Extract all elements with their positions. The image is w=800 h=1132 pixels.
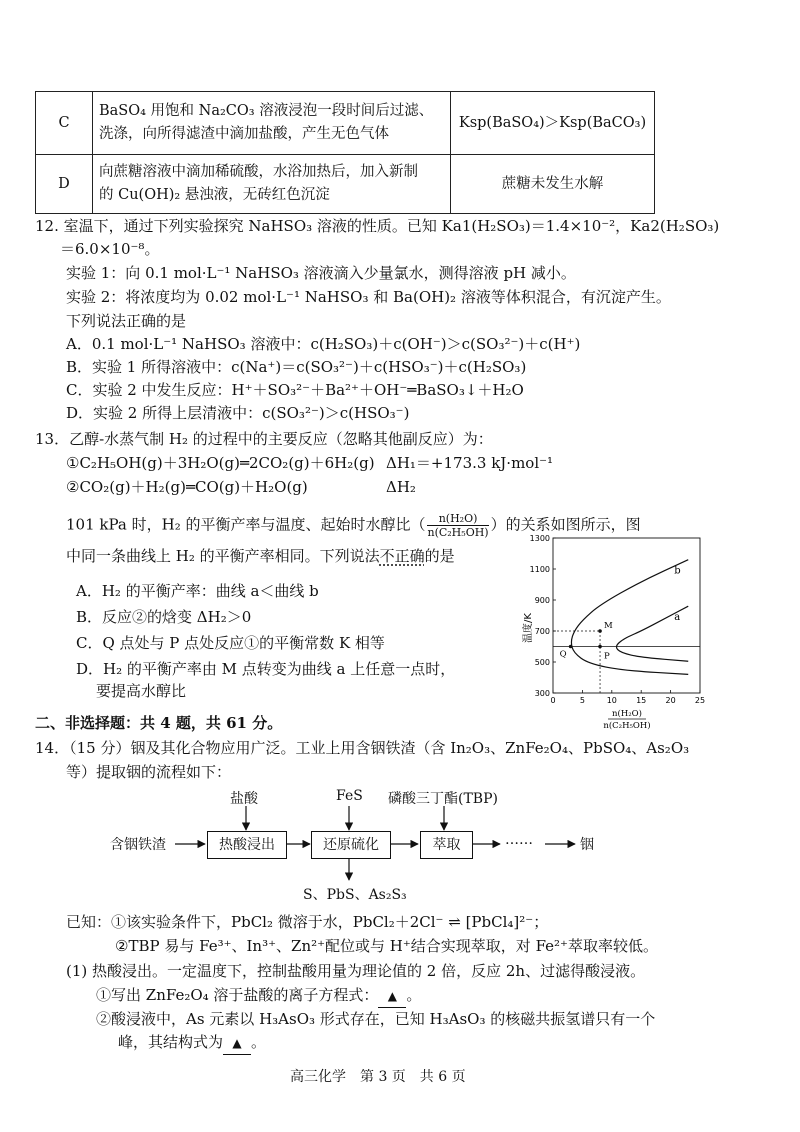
q13-stem: 13．乙醇-水蒸气制 H₂ 的过程中的主要反应（忽略其他副反应）为：: [35, 430, 493, 448]
point-label-P: P: [604, 651, 610, 662]
q13-option-a: A．H₂ 的平衡产率：曲线 a＜曲线 b: [76, 582, 319, 600]
q13-option-d: D．H₂ 的平衡产率由 M 点转变为曲线 a 上任意一点时，: [76, 660, 456, 678]
flow-ellipsis: ……: [505, 832, 533, 848]
flow-byproducts: S、PbS、As₂S₃: [303, 887, 407, 903]
q12-experiment-1: 实验 1：向 0.1 mol·L⁻¹ NaHSO₃ 溶液滴入少量氯水，测得溶液 pH 减小。: [66, 264, 576, 282]
y-tick-label: 300: [534, 689, 550, 698]
y-tick-label: 500: [534, 658, 550, 667]
water-alcohol-ratio-fraction: $\frac{\text{n(H₂O)}}{\text{n(C₂H₅OH)}}$: [427, 512, 489, 539]
x-axis-label-num: n(H₂O): [612, 709, 642, 719]
x-tick-label: 0: [550, 696, 556, 705]
x-tick-label: 5: [579, 696, 585, 705]
row-description: 向蔗糖溶液中滴加稀硫酸，水浴加热后，加入新制 的 Cu(OH)₂ 悬浊液，无砖红色沉淀: [93, 155, 451, 214]
point-P: [598, 645, 602, 649]
point-Q: [569, 645, 573, 649]
q12-option-b: B．实验 1 所得溶液中：c(Na⁺)＝c(SO₃²⁻)＋c(HSO₃⁻)＋c(H₂SO₃): [66, 358, 527, 376]
q14-stem-line2: 等）提取铟的流程如下：: [66, 763, 232, 781]
x-tick-label: 20: [665, 696, 676, 705]
row-label: D: [36, 155, 93, 214]
y-axis-label: 温度/K: [523, 613, 534, 643]
q13-reaction-2: ②CO₂(g)＋H₂(g)═CO(g)＋H₂O(g): [66, 478, 308, 496]
flow-reagent-tbp: 磷酸三丁酯(TBP): [388, 791, 498, 807]
x-tick-label: 10: [606, 696, 617, 705]
flow-step-extraction: 萃取: [420, 831, 473, 859]
row-conclusion: Ksp(BaSO₄)＞Ksp(BaCO₃): [451, 92, 655, 155]
flow-input: 含铟铁渣: [110, 837, 166, 853]
row-label: C: [36, 92, 93, 155]
y-tick-label: 900: [534, 596, 550, 605]
q13-reaction-1: ①C₂H₅OH(g)＋3H₂O(g)═2CO₂(g)＋6H₂(g): [66, 454, 375, 472]
x-axis-label: [603, 708, 650, 731]
section-heading: 二、非选择题：共 4 题，共 61 分。: [35, 714, 283, 732]
y-tick-label: 700: [534, 627, 550, 636]
q14-sub1a: ①写出 ZnFe₂O₄ 溶于盐酸的离子方程式： ▲ 。: [96, 984, 421, 1008]
series-label-b: b: [674, 565, 681, 577]
y-tick-label: 1100: [529, 565, 550, 574]
q14-known-1: 已知：①该实验条件下，PbCl₂ 微溶于水，PbCl₂＋2Cl⁻ ⇌ [PbCl₄]²⁻；: [66, 913, 549, 931]
flow-reagent-hcl: 盐酸: [230, 791, 258, 807]
q13-option-d-cont: 要提高水醇比: [96, 682, 187, 700]
q14-sub1b-line2: 峰，其结构式为 ▲ 。: [118, 1031, 266, 1055]
options-table: [35, 91, 655, 214]
q13-reaction-2-enthalpy: ΔH₂: [386, 478, 416, 496]
flow-step-reduction-sulfidation: 还原硫化: [311, 831, 391, 859]
table-row: [36, 155, 655, 214]
q14-stem-line1: 14．（15 分）铟及其化合物应用广泛。工业上用含铟铁渣（含 In₂O₃、ZnFe₂O₄、PbSO₄、As₂O₃: [35, 739, 690, 757]
q13-reaction-1-enthalpy: ΔH₁＝+173.3 kJ·mol⁻¹: [386, 454, 554, 472]
x-tick-label: 15: [636, 696, 647, 705]
q14-known-2: ②TBP 易与 Fe³⁺、In³⁺、Zn²⁺配位或与 H⁺结合实现萃取，对 Fe²⁺萃取率较低。: [115, 937, 658, 955]
row-description: BaSO₄ 用饱和 Na₂CO₃ 溶液浸泡一段时间后过滤、 洗涤，向所得滤渣中滴加盐酸，产生无色气体: [93, 92, 451, 155]
q13-option-b: B．反应②的焓变 ΔH₂＞0: [76, 608, 252, 626]
point-label-M: M: [604, 621, 613, 631]
series-label-a: a: [674, 612, 681, 624]
q12-prompt: 下列说法正确的是: [66, 312, 187, 330]
point-label-Q: Q: [559, 649, 567, 660]
answer-blank[interactable]: ▲: [223, 1032, 251, 1055]
q13-option-c: C．Q 点处与 P 点处反应①的平衡常数 K 相等: [76, 634, 385, 652]
point-M: [598, 629, 602, 633]
y-tick-label: 1300: [529, 534, 550, 543]
temperature-ratio-chart: [515, 528, 720, 738]
q12-option-a: A．0.1 mol·L⁻¹ NaHSO₃ 溶液中：c(H₂SO₃)＋c(OH⁻)＞c(SO₃²⁻)＋c(H⁺): [66, 335, 581, 353]
q12-stem-line2: ＝6.0×10⁻⁸。: [60, 240, 160, 258]
table-row: [36, 92, 655, 155]
q13-description-line1: 101 kPa 时，H₂ 的平衡产率与温度、起始时水醇比（ $\frac{\text{n(H₂O)}}{\text{n(C₂H₅OH)}}$ ）的关系如图所示，图: [66, 512, 641, 539]
emphasis-not-correct: 不正确: [379, 547, 425, 565]
q12-option-d: D．实验 2 所得上层清液中：c(SO₃²⁻)＞c(HSO₃⁻): [66, 404, 410, 422]
q14-sub1: (1) 热酸浸出。一定温度下，控制盐酸用量为理论值的 2 倍，反应 2h、过滤得酸浸液。: [66, 962, 646, 980]
q14-sub1b-line1: ②酸浸液中，As 元素以 H₃AsO₃ 形式存在，已知 H₃AsO₃ 的核磁共振氢谱只有一个: [96, 1010, 656, 1028]
q13-description-line2: 中同一条曲线上 H₂ 的平衡产率相同。下列说法不正确的是: [66, 547, 455, 565]
flow-reagent-fes: FeS: [336, 788, 363, 804]
q12-experiment-2: 实验 2：将浓度均为 0.02 mol·L⁻¹ NaHSO₃ 和 Ba(OH)₂ 溶液等体积混合，有沉淀产生。: [66, 288, 671, 306]
q12-option-c: C．实验 2 中发生反应：H⁺＋SO₃²⁻＋Ba²⁺＋OH⁻═BaSO₃↓＋H₂O: [66, 381, 524, 399]
series-curve-b: [571, 560, 688, 675]
page-footer: 高三化学 第 3 页 共 6 页: [290, 1069, 466, 1085]
x-axis-label-den: n(C₂H₅OH): [603, 721, 651, 731]
q12-stem-line1: 12. 室温下，通过下列实验探究 NaHSO₃ 溶液的性质。已知 Ka1(H₂SO₃)＝1.4×10⁻²，Ka2(H₂SO₃): [35, 217, 720, 235]
flow-step-hot-acid-leach: 热酸浸出: [207, 831, 287, 859]
row-conclusion: 蔗糖未发生水解: [451, 155, 655, 214]
flow-output: 铟: [580, 837, 594, 853]
x-tick-label: 25: [694, 696, 706, 705]
answer-blank[interactable]: ▲: [378, 985, 406, 1008]
